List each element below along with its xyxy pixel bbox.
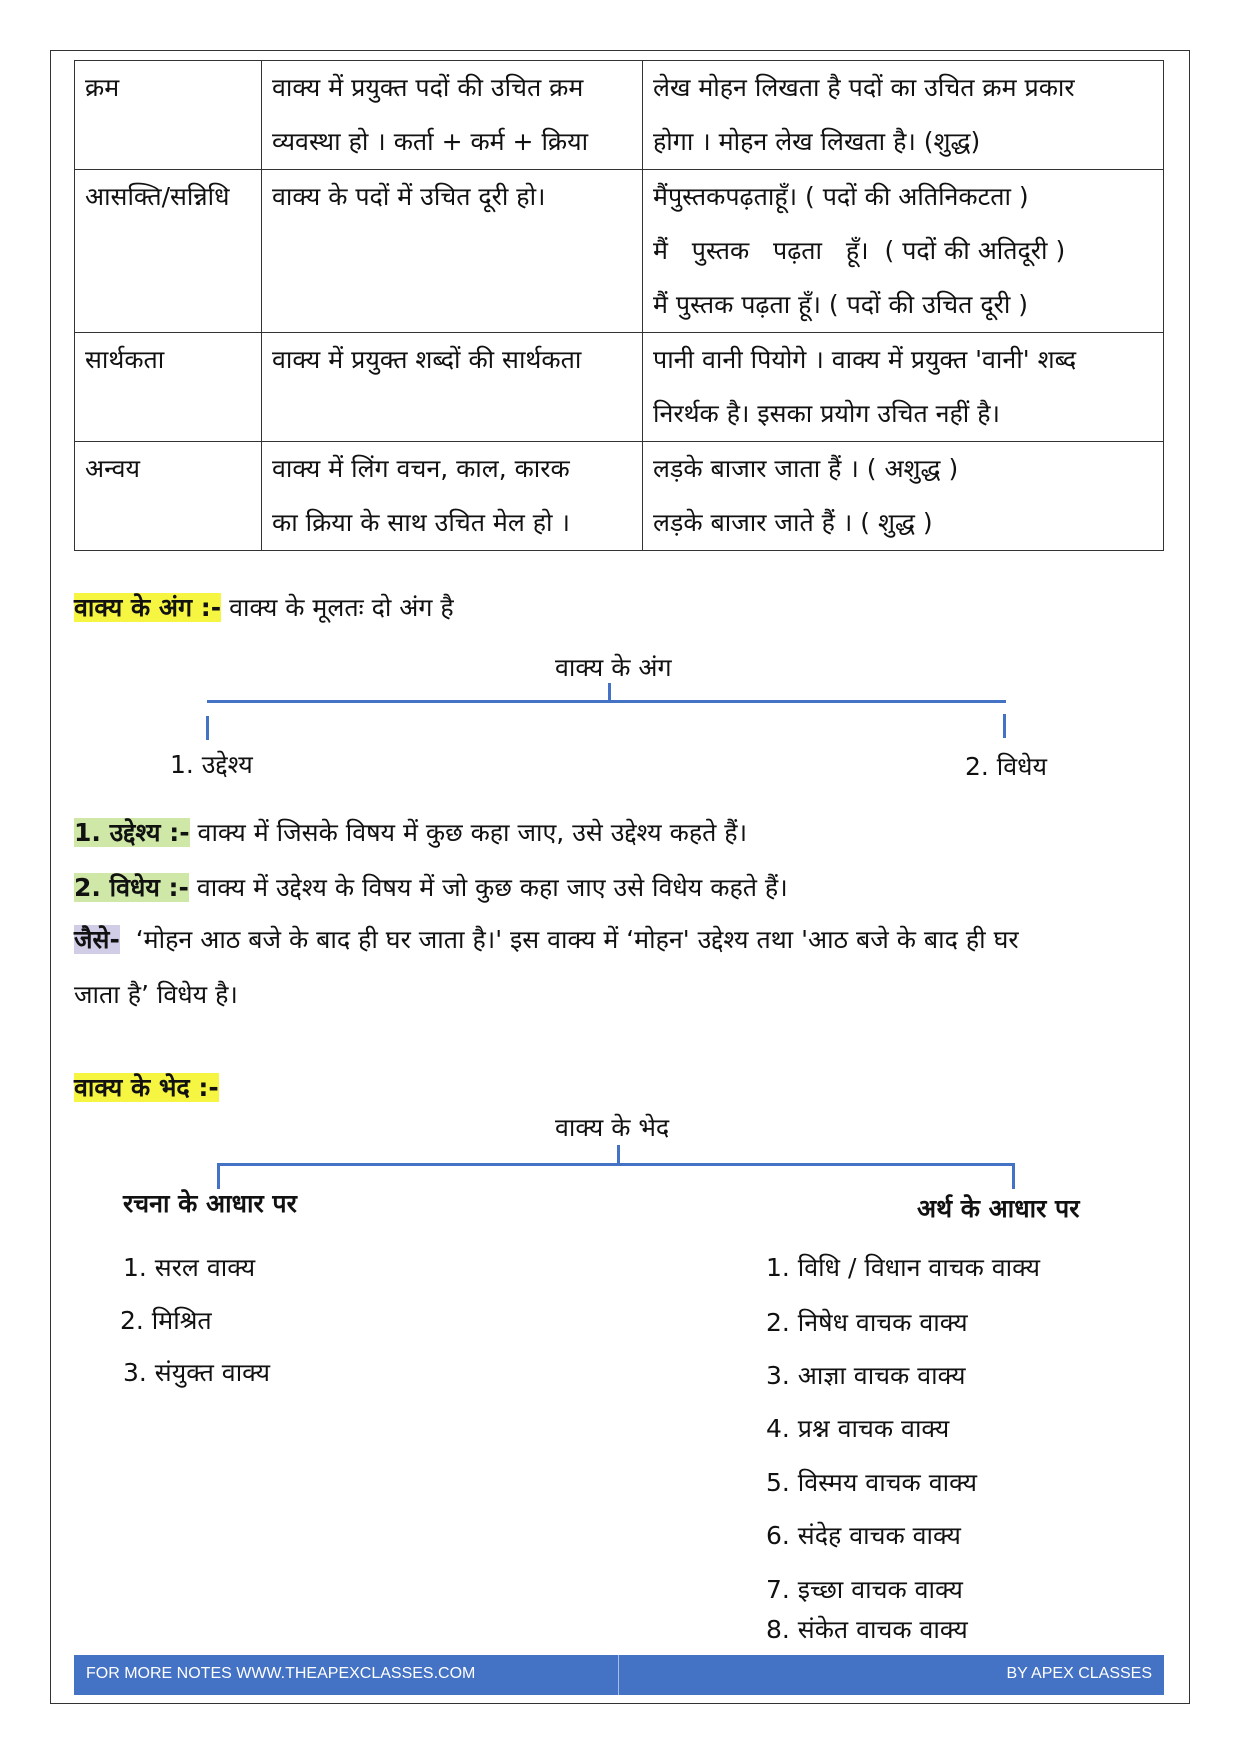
example-line: पानी वानी पियोगे । वाक्य में प्रयुक्त 'वानी' शब्द bbox=[653, 345, 1077, 374]
ang-left-node: 1. उद्देश्य bbox=[170, 750, 253, 779]
list-item: 3. आज्ञा वाचक वाक्य bbox=[766, 1361, 966, 1390]
example-line: मैं पुस्तक पढ़ता हूँ। ( पदों की उचित दूरी ) bbox=[653, 290, 1029, 319]
def-vidheya-label: 2. विधेय :- bbox=[74, 873, 189, 902]
condition-cell bbox=[262, 170, 643, 333]
bhed-heading-line bbox=[74, 1070, 219, 1104]
condition-line: वाक्य में प्रयुक्त पदों की उचित क्रम bbox=[272, 73, 584, 102]
def-uddeshya-label: 1. उद्देश्य :- bbox=[74, 818, 190, 847]
condition-cell bbox=[262, 442, 643, 551]
footer-bar bbox=[74, 1655, 1164, 1695]
list-item: 1. विधि / विधान वाचक वाक्य bbox=[766, 1253, 1041, 1282]
condition-cell bbox=[262, 61, 643, 170]
example-text-1: ‘मोहन आठ बजे के बाद ही घर जाता है।' इस वाक्य में ‘मोहन' उद्देश्य तथा 'आठ बजे के बाद ही घर bbox=[119, 925, 1019, 954]
term-cell bbox=[75, 442, 262, 551]
table-row bbox=[75, 61, 1164, 170]
example-cell bbox=[643, 170, 1164, 333]
footer-divider bbox=[618, 1655, 619, 1695]
ang-diagram-left-connector bbox=[206, 716, 209, 740]
condition-line: वाक्य के पदों में उचित दूरी हो। bbox=[272, 182, 546, 211]
ang-diagram-root-connector bbox=[608, 683, 611, 701]
list-item: 2. मिश्रित bbox=[120, 1306, 212, 1335]
example-line: मैं पुस्तक पढ़ता हूँ। ( पदों की अतिदूरी ) bbox=[653, 236, 1066, 265]
example-line: लेख मोहन लिखता है पदों का उचित क्रम प्रकार bbox=[653, 73, 1075, 102]
list-item: 2. निषेध वाचक वाक्य bbox=[766, 1308, 968, 1337]
term-cell bbox=[75, 333, 262, 442]
ang-heading: वाक्य के अंग :- bbox=[74, 593, 222, 622]
example-label: जैसे- bbox=[74, 925, 120, 954]
table-row bbox=[75, 170, 1164, 333]
ang-diagram-root: वाक्य के अंग bbox=[555, 653, 672, 682]
table-row bbox=[75, 442, 1164, 551]
list-item: 3. संयुक्त वाक्य bbox=[123, 1358, 271, 1387]
ang-diagram-hline bbox=[207, 700, 1006, 703]
condition-line: वाक्य में प्रयुक्त शब्दों की सार्थकता bbox=[272, 345, 582, 374]
example-line: निरर्थक है। इसका प्रयोग उचित नहीं है। bbox=[653, 399, 1000, 428]
condition-cell bbox=[262, 333, 643, 442]
def-uddeshya bbox=[74, 815, 747, 849]
list-item: 5. विस्मय वाचक वाक्य bbox=[766, 1468, 977, 1497]
bhed-right-title: अर्थ के आधार पर bbox=[917, 1194, 1080, 1223]
list-item: 4. प्रश्न वाचक वाक्य bbox=[766, 1414, 950, 1443]
bhed-diagram-right-connector bbox=[1012, 1163, 1015, 1189]
condition-line: वाक्य में लिंग वचन, काल, कारक bbox=[272, 454, 570, 483]
ang-right-node: 2. विधेय bbox=[965, 752, 1048, 781]
condition-line: का क्रिया के साथ उचित मेल हो । bbox=[272, 508, 570, 537]
bhed-heading: वाक्य के भेद :- bbox=[74, 1073, 219, 1102]
ang-heading-line bbox=[74, 590, 454, 624]
def-uddeshya-text: वाक्य में जिसके विषय में कुछ कहा जाए, उसे उद्देश्य कहते हैं। bbox=[189, 818, 748, 847]
bhed-diagram-root-connector bbox=[617, 1145, 620, 1165]
term-cell bbox=[75, 170, 262, 333]
term-cell bbox=[75, 61, 262, 170]
bhed-diagram-root: वाक्य के भेद bbox=[555, 1113, 670, 1142]
def-vidheya-text: वाक्य में उद्देश्य के विषय में जो कुछ कहा जाए उसे विधेय कहते हैं। bbox=[188, 873, 788, 902]
example-line: लड़के बाजार जाता हैं । ( अशुद्ध ) bbox=[653, 454, 959, 483]
term-text: आसक्ति/सन्निधि bbox=[85, 182, 230, 211]
list-item: 6. संदेह वाचक वाक्य bbox=[766, 1521, 961, 1550]
example-cell bbox=[643, 61, 1164, 170]
ang-heading-text: वाक्य के मूलतः दो अंग है bbox=[221, 593, 454, 622]
list-item: 1. सरल वाक्य bbox=[123, 1253, 256, 1282]
footer-notes-link[interactable]: FOR MORE NOTES WWW.THEAPEXCLASSES.COM bbox=[86, 1665, 476, 1682]
example-line-1 bbox=[74, 922, 1019, 956]
rules-table bbox=[74, 60, 1164, 551]
example-text-2: जाता है’ विधेय है। bbox=[74, 980, 238, 1009]
list-item: 8. संकेत वाचक वाक्य bbox=[766, 1615, 968, 1644]
example-cell bbox=[643, 333, 1164, 442]
example-cell bbox=[643, 442, 1164, 551]
def-vidheya bbox=[74, 870, 788, 904]
ang-diagram-right-connector bbox=[1003, 714, 1006, 738]
footer-brand: BY APEX CLASSES bbox=[1006, 1665, 1152, 1682]
list-item: 7. इच्छा वाचक वाक्य bbox=[766, 1575, 963, 1604]
term-text: क्रम bbox=[85, 73, 120, 102]
example-line: होगा । मोहन लेख लिखता है। (शुद्ध) bbox=[653, 127, 981, 156]
term-text: अन्वय bbox=[85, 454, 140, 483]
example-line: लड़के बाजार जाते हैं । ( शुद्ध ) bbox=[653, 508, 933, 537]
term-text: सार्थकता bbox=[85, 345, 165, 374]
table-row bbox=[75, 333, 1164, 442]
bhed-left-title: रचना के आधार पर bbox=[123, 1189, 297, 1218]
example-line: मैंपुस्तकपढ़ताहूँ। ( पदों की अतिनिकटता ) bbox=[653, 182, 1029, 211]
condition-line: व्यवस्था हो । कर्ता + कर्म + क्रिया bbox=[272, 127, 589, 156]
